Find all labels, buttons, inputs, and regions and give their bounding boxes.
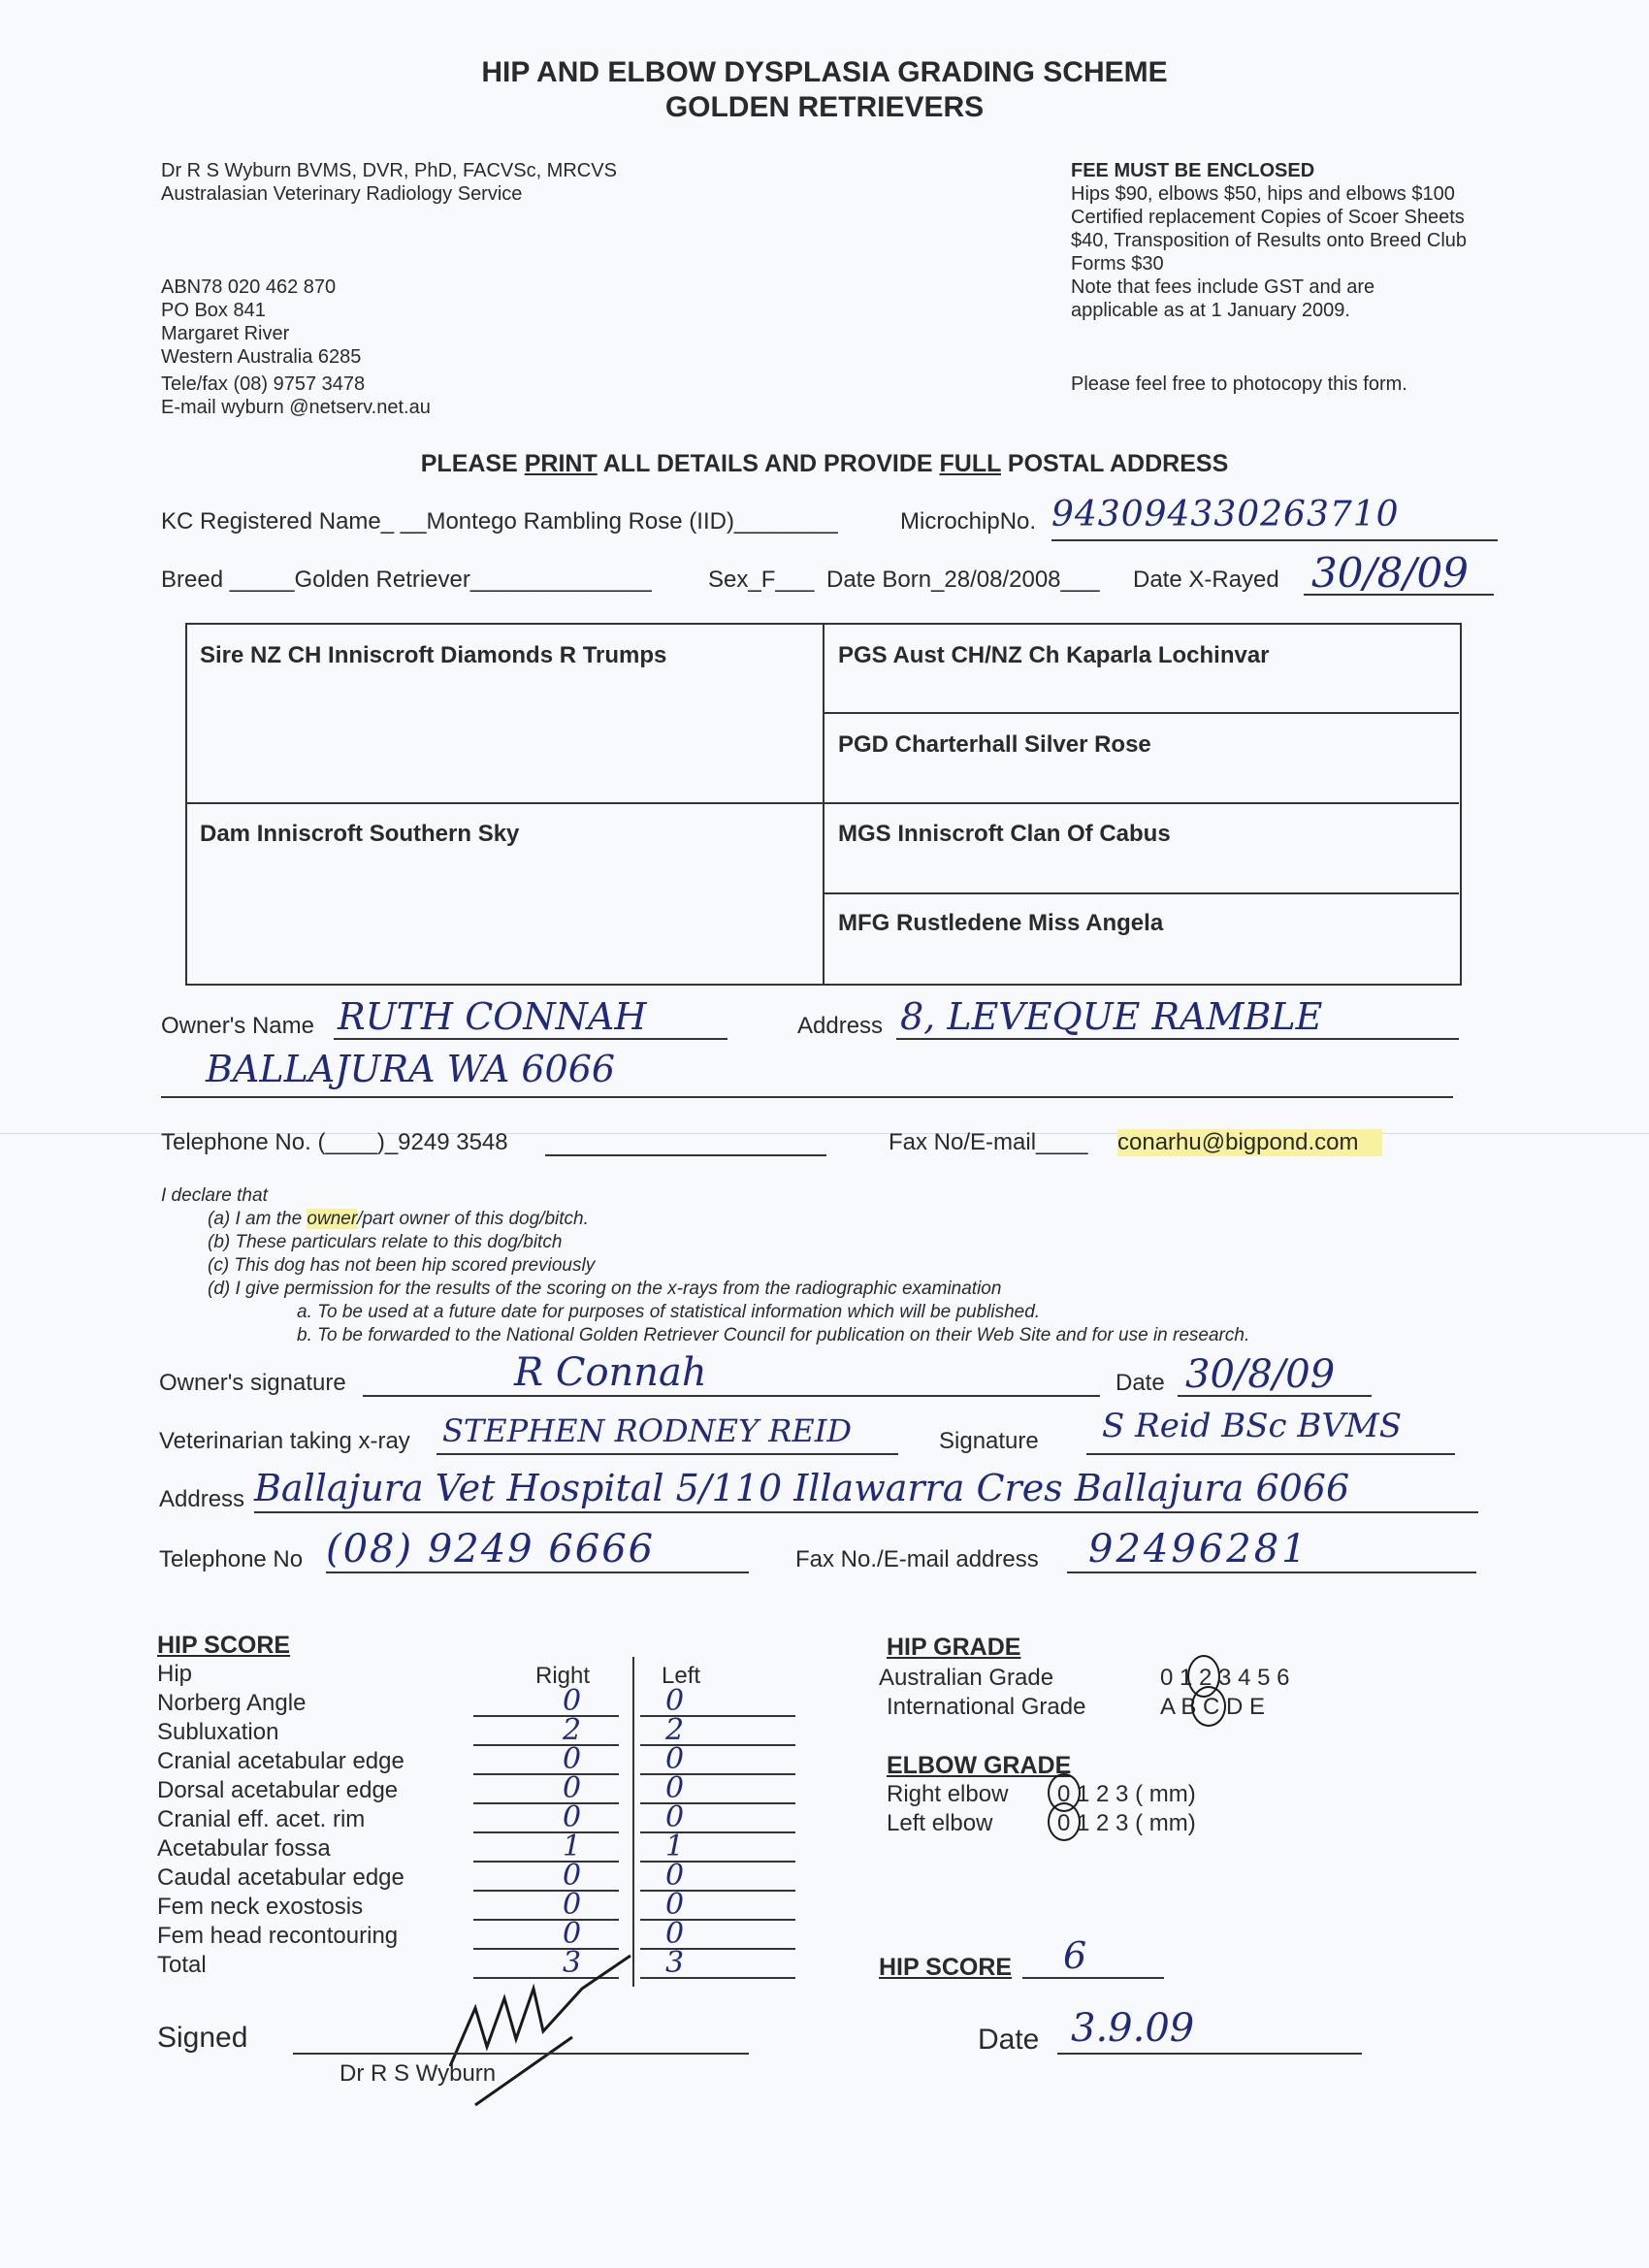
print-instruction: PLEASE PRINT ALL DETAILS AND PROVIDE FULL POSTAL ADDRESS (420, 450, 1229, 477)
examiner-signature (436, 1950, 640, 2115)
pedigree-mgs: MGS Inniscroft Clan Of Cabus (838, 821, 1171, 847)
vet-po-box: PO Box 841 (161, 300, 266, 321)
fee-line: applicable as at 1 January 2009. (1071, 300, 1350, 321)
owner-signature-label: Owner's signature (159, 1370, 346, 1396)
examiner-name: Dr R S Wyburn (340, 2060, 497, 2087)
hip-score-heading: HIP SCORE (157, 1632, 291, 1659)
hip-score-row-label: Cranial eff. acet. rim (157, 1806, 366, 1832)
hip-score-left-line (640, 1715, 795, 1717)
pedigree-pgs: PGS Aust CH/NZ Ch Kaparla Lochinvar (838, 642, 1270, 668)
vet-signature-label: Signature (939, 1428, 1039, 1454)
elbow-grade-heading: ELBOW GRADE (887, 1752, 1072, 1779)
international-grade-selection-circle (1191, 1686, 1226, 1727)
hip-score-left-value: 0 (665, 1684, 685, 1718)
microchip-value: 943094330263710 (1051, 495, 1400, 535)
hip-score-row-label: Norberg Angle (157, 1690, 307, 1716)
hip-score-right-line (473, 1890, 619, 1892)
declaration-d: (d) I give permission for the results of the scoring on the x-rays from the radiographic examination (208, 1279, 1002, 1299)
result-date-label: Date (978, 2024, 1040, 2056)
vet-address-label: Address (159, 1486, 245, 1512)
owner-name-label: Owner's Name (161, 1013, 314, 1039)
final-hip-score-label: HIP SCORE (879, 1954, 1013, 1981)
hip-score-row-label: Fem head recontouring (157, 1923, 399, 1949)
vet-town: Margaret River (161, 323, 290, 344)
declaration-sub-b: b. To be forwarded to the National Golden Retriever Council for publication on their Web Site and for use in research. (297, 1325, 1250, 1345)
hip-score-left-value: 0 (665, 1742, 685, 1776)
form-subtitle: GOLDEN RETRIEVERS (664, 91, 985, 123)
owner-email-value: conarhu@bigpond.com (1117, 1129, 1382, 1156)
left-elbow-label: Left elbow (887, 1810, 993, 1836)
vet-fax-value: 92496281 (1088, 1527, 1310, 1571)
fee-heading: FEE MUST BE ENCLOSED (1071, 160, 1315, 181)
photocopy-note: Please feel free to photocopy this form. (1071, 373, 1407, 395)
right-elbow-label: Right elbow (887, 1781, 1009, 1807)
hip-score-right-value: 0 (563, 1917, 582, 1951)
hip-score-right-value: 3 (563, 1946, 582, 1980)
hip-score-row-label: Caudal acetabular edge (157, 1864, 404, 1891)
hip-score-left-value: 0 (665, 1800, 685, 1834)
hip-score-left-line (640, 1831, 795, 1833)
vet-name: Dr R S Wyburn BVMS, DVR, PhD, FACVSc, MRCVS (161, 160, 617, 181)
left-elbow-options: 0 1 2 3 ( mm) (1057, 1810, 1196, 1836)
declaration-sub-a: a. To be used at a future date for purposes of statistical information which will be published. (297, 1302, 1041, 1322)
hip-score-right-value: 0 (563, 1800, 582, 1834)
hip-score-right-value: 0 (563, 1684, 582, 1718)
kc-registered-name: KC Registered Name_ __Montego Rambling Rose (IID)________ (161, 508, 838, 535)
owner-name-value: RUTH CONNAH (338, 995, 647, 1038)
vet-email: E-mail wyburn @netserv.net.au (161, 397, 431, 418)
result-date-value: 3.9.09 (1071, 2006, 1195, 2051)
hip-score-left-value: 0 (665, 1859, 685, 1893)
vet-phone-value: (08) 9249 6666 (326, 1527, 656, 1571)
vet-address-value: Ballajura Vet Hospital 5/110 Illawarra Cres Ballajura 6066 (254, 1467, 1350, 1509)
col-left-header: Left (662, 1663, 701, 1689)
hip-score-row-label: Cranial acetabular edge (157, 1748, 404, 1774)
fee-line: Certified replacement Copies of Scoer Sheets (1071, 207, 1465, 228)
vet-service: Australasian Veterinary Radiology Service (161, 183, 523, 205)
vet-phone-label: Telephone No (159, 1546, 304, 1572)
hip-score-row-label: Dorsal acetabular edge (157, 1777, 399, 1803)
hip-score-right-line (473, 1802, 619, 1804)
hip-score-right-line (473, 1831, 619, 1833)
owner-address-line2: BALLAJURA WA 6066 (206, 1048, 616, 1090)
hip-score-right-value: 2 (563, 1713, 582, 1747)
hip-score-right-value: 0 (563, 1742, 582, 1776)
vet-xray-label: Veterinarian taking x-ray (159, 1428, 410, 1454)
fee-line: Hips $90, elbows $50, hips and elbows $100 (1071, 183, 1455, 205)
owner-signature: R Connah (514, 1350, 707, 1395)
hip-score-left-line (640, 1861, 795, 1863)
hip-score-left-value: 1 (665, 1830, 685, 1863)
pedigree-mfg: MFG Rustledene Miss Angela (838, 910, 1164, 936)
hip-score-right-value: 1 (563, 1830, 582, 1863)
sex-field: Sex_F___ (708, 567, 815, 593)
hip-score-left-line (640, 1773, 795, 1775)
hip-score-left-value: 2 (665, 1713, 685, 1747)
hip-score-left-value: 3 (665, 1946, 685, 1980)
col-right-header: Right (535, 1663, 591, 1689)
australian-grade-label: Australian Grade (879, 1665, 1054, 1691)
hip-score-right-line (473, 1919, 619, 1921)
hip-score-row-label: Acetabular fossa (157, 1835, 331, 1862)
australian-grade-options: 0 1 2 3 4 5 6 (1160, 1665, 1290, 1691)
international-grade-label: International Grade (887, 1694, 1086, 1720)
vet-fax-label: Fax No./E-mail address (795, 1546, 1039, 1572)
microchip-label: MicrochipNo. (900, 508, 1037, 535)
owner-telephone: Telephone No. (____)_9249 3548 (161, 1129, 508, 1155)
right-elbow-options: 0 1 2 3 ( mm) (1057, 1781, 1196, 1807)
hip-score-left-line (640, 1744, 795, 1746)
pedigree-pgd: PGD Charterhall Silver Rose (838, 731, 1151, 758)
pedigree-dam: Dam Inniscroft Southern Sky (200, 821, 520, 847)
hip-score-right-value: 0 (563, 1859, 582, 1893)
vet-state: Western Australia 6285 (161, 346, 362, 368)
date-xrayed-value: 30/8/09 (1311, 549, 1469, 597)
declaration-a: (a) I am the owner/part owner of this dog/bitch. (208, 1209, 589, 1229)
hip-score-left-line (640, 1890, 795, 1892)
owner-address-label: Address (797, 1013, 884, 1039)
date-born-field: Date Born_28/08/2008___ (826, 567, 1100, 593)
vet-telefax: Tele/fax (08) 9757 3478 (161, 373, 366, 395)
signed-label: Signed (157, 2022, 248, 2054)
hip-score-right-line (473, 1861, 619, 1863)
fee-line: $40, Transposition of Results onto Breed Club (1071, 230, 1468, 251)
hip-label: Hip (157, 1661, 193, 1687)
declaration-c: (c) This dog has not been hip scored previously (208, 1255, 596, 1276)
owner-address-value: 8, LEVEQUE RAMBLE (900, 995, 1323, 1038)
hip-score-left-line (640, 1919, 795, 1921)
hip-score-left-line (640, 1802, 795, 1804)
hip-score-right-line (473, 1715, 619, 1717)
hip-score-left-value: 0 (665, 1771, 685, 1805)
declaration-b: (b) These particulars relate to this dog/bitch (208, 1232, 563, 1252)
date-xrayed-label: Date X-Rayed (1133, 567, 1279, 593)
hip-score-row-label: Total (157, 1952, 207, 1978)
left-elbow-selection-circle (1048, 1802, 1081, 1841)
hip-score-right-line (473, 1744, 619, 1746)
hip-score-left-value: 0 (665, 1888, 685, 1922)
hip-score-left-line (640, 1948, 795, 1950)
breed-field: Breed _____Golden Retriever______________ (161, 567, 652, 593)
vet-signature: S Reid BSc BVMS (1102, 1407, 1403, 1445)
owner-fax-label: Fax No/E-mail____ (889, 1129, 1088, 1155)
form-title: HIP AND ELBOW DYSPLASIA GRADING SCHEME (481, 56, 1168, 88)
owner-date-label: Date (1116, 1370, 1165, 1396)
vet-abn: ABN78 020 462 870 (161, 276, 337, 298)
vet-xray-value: STEPHEN RODNEY REID (442, 1412, 852, 1449)
hip-grade-heading: HIP GRADE (887, 1634, 1021, 1661)
pedigree-sire: Sire NZ CH Inniscroft Diamonds R Trumps (200, 642, 667, 668)
declaration-intro: I declare that (161, 1185, 268, 1206)
hip-score-right-value: 0 (563, 1771, 582, 1805)
hip-score-left-line (640, 1977, 795, 1979)
fee-line: Forms $30 (1071, 253, 1164, 275)
final-hip-score-value: 6 (1063, 1934, 1087, 1977)
hip-score-row-label: Subluxation (157, 1719, 279, 1745)
hip-score-left-value: 0 (665, 1917, 685, 1951)
hip-score-right-value: 0 (563, 1888, 582, 1922)
hip-score-row-label: Fem neck exostosis (157, 1894, 364, 1920)
fee-line: Note that fees include GST and are (1071, 276, 1375, 298)
hip-score-right-line (473, 1773, 619, 1775)
international-grade-options: A B C D E (1160, 1694, 1266, 1720)
owner-date-value: 30/8/09 (1185, 1352, 1336, 1397)
